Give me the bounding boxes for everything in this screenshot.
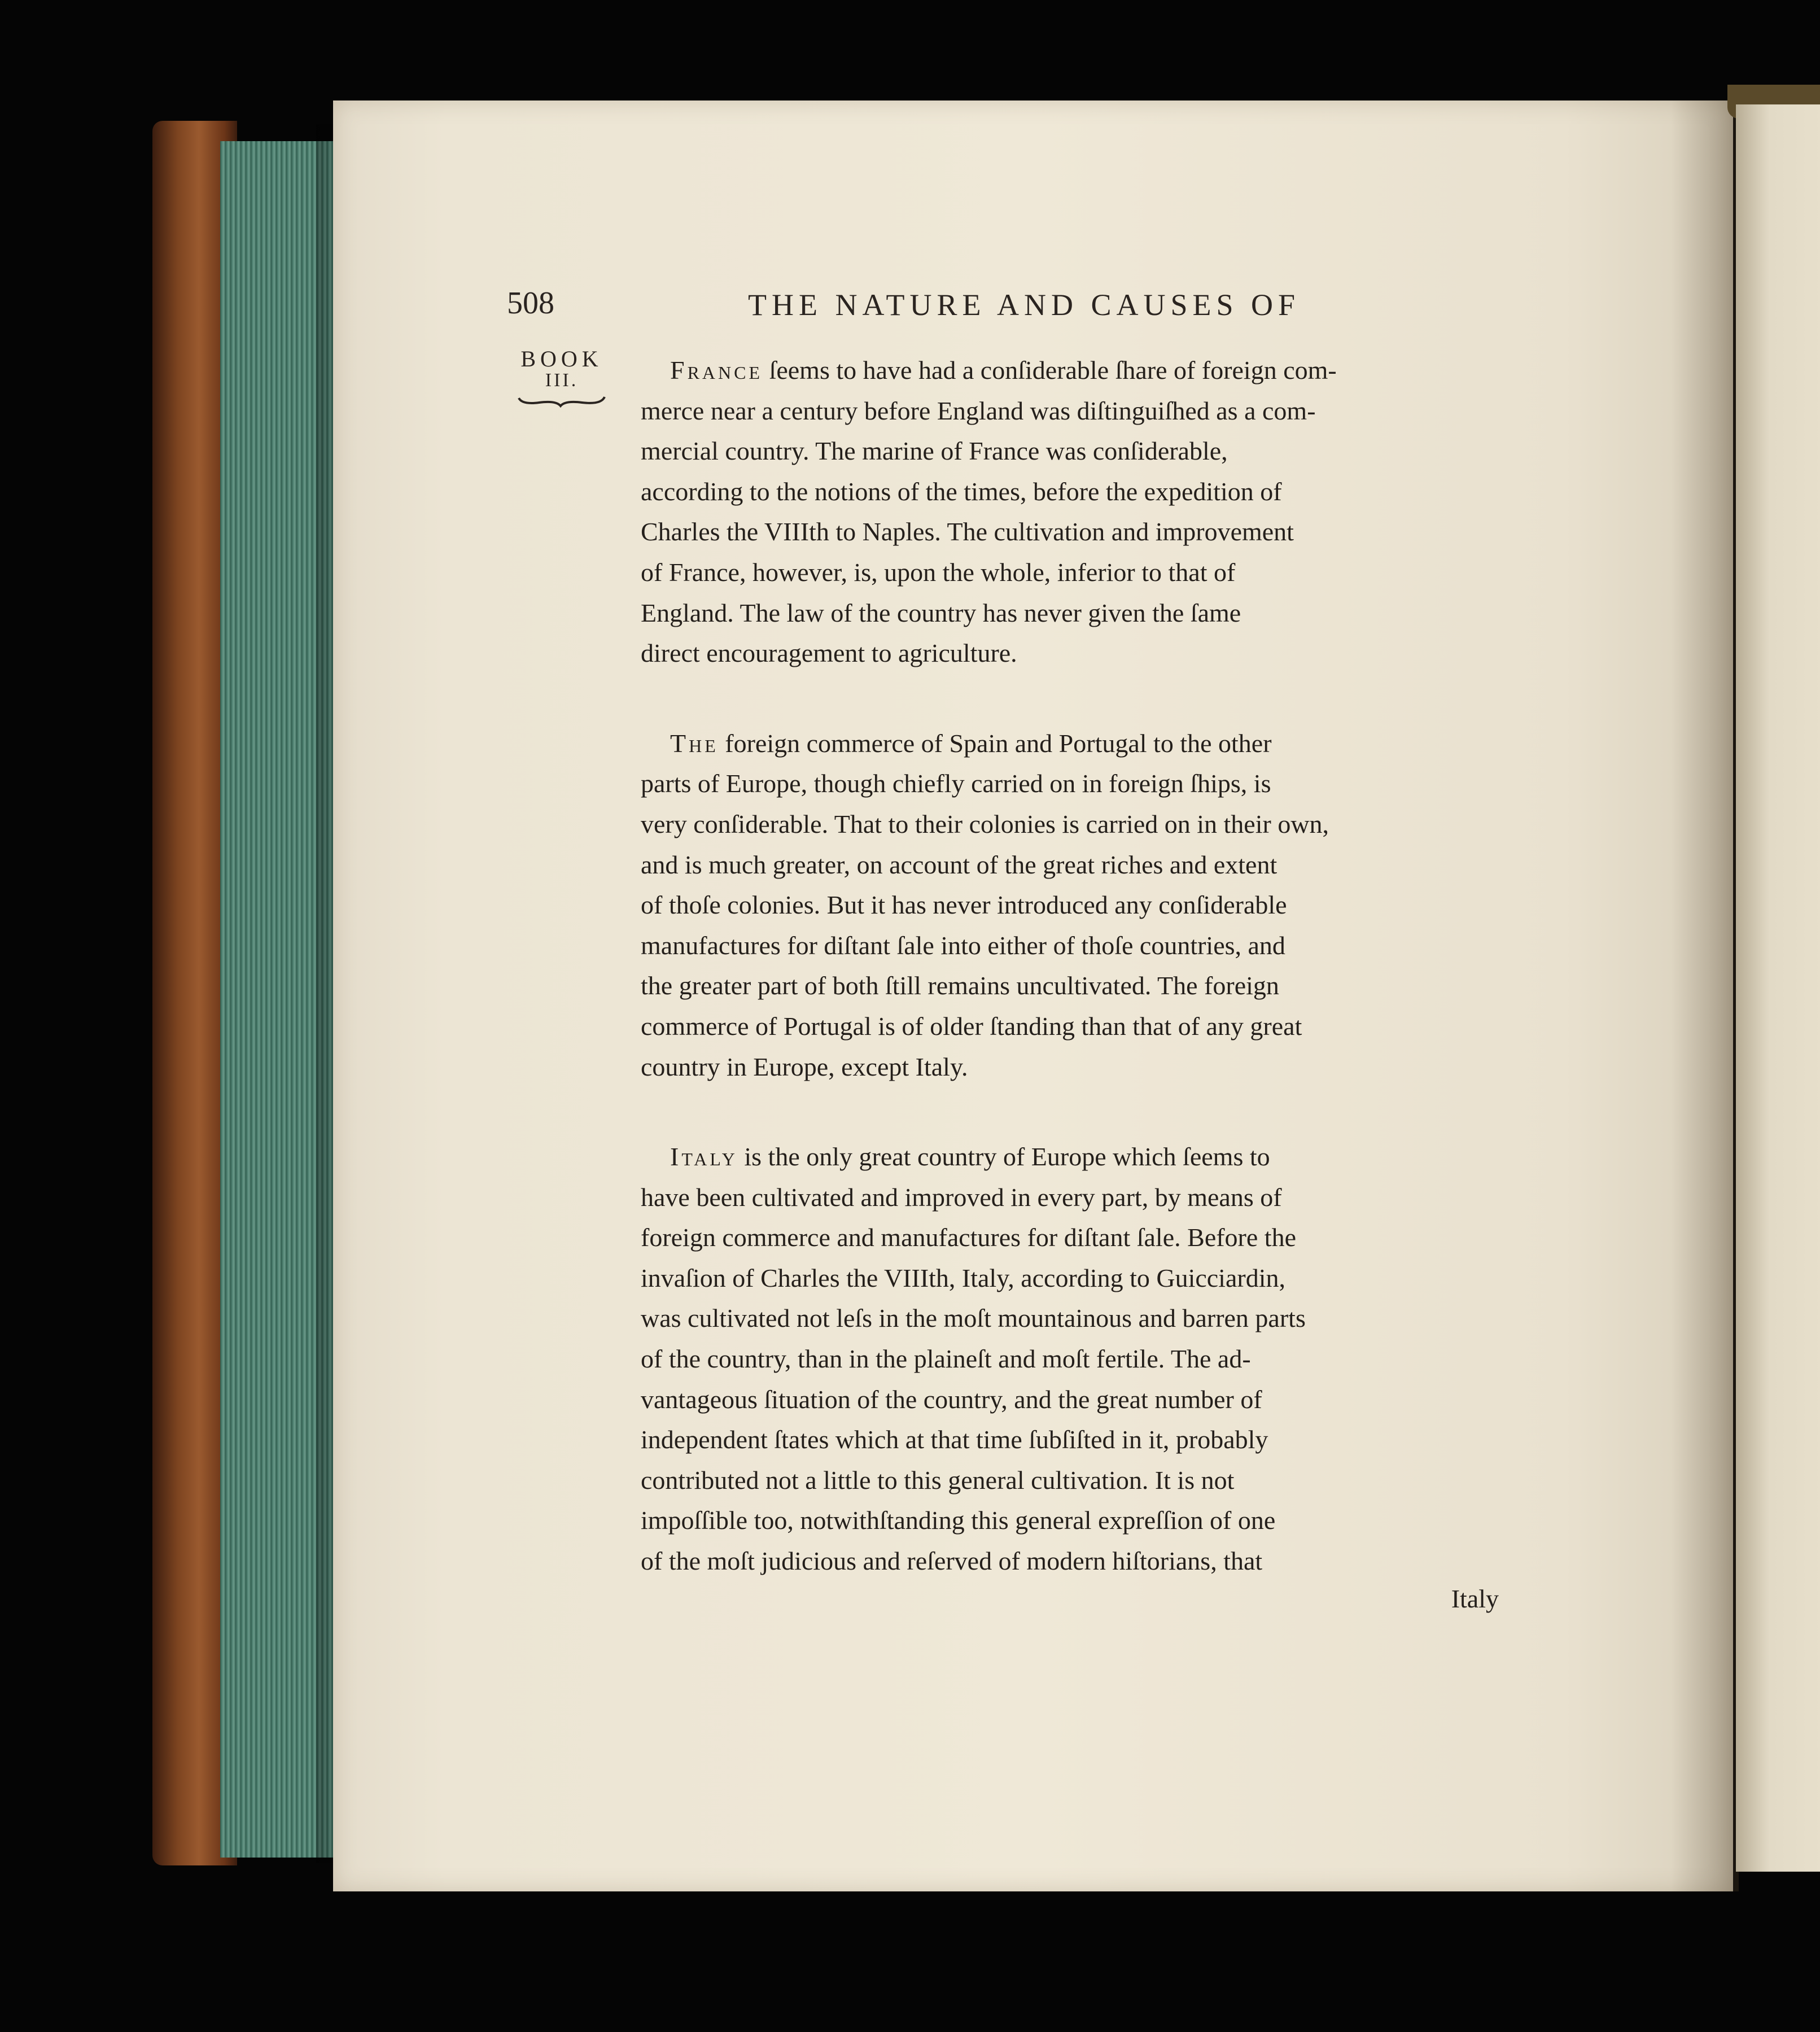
- paragraph-lead: The: [670, 728, 719, 758]
- margin-note-book: BOOK: [520, 346, 603, 372]
- page-number: 508: [507, 286, 554, 321]
- paragraph-spain-portugal: [641, 723, 1499, 1087]
- body-text: [641, 350, 1499, 1581]
- paragraph-lead: France: [670, 356, 763, 384]
- page-header: [0, 285, 1820, 330]
- running-head: THE NATURE AND CAUSES OF: [748, 288, 1301, 322]
- margin-note: [511, 347, 613, 408]
- catchword: Italy: [1451, 1584, 1499, 1613]
- paragraph-lead: Italy: [670, 1142, 738, 1172]
- brace-ornament-icon: [517, 394, 607, 408]
- next-page-edge: [1736, 104, 1820, 1872]
- paragraph-france: [641, 350, 1499, 674]
- paragraph-italy: [641, 1137, 1499, 1581]
- paragraph-text: foreign commerce of Spain and Portugal to the other parts of Europe, though chiefly carried on in foreign ſhips, is very conſiderable. That to their colonies is carried on in their own, and is much greater, on account of the great riches and extent of thoſe colonies. But it has never introduced any conſiderable manufactures for diſtant ſale into either of thoſe countries, and the greater part of both ſtill remains uncultivated. The foreign commerce of Portugal is of older ſtanding than that of any great country in Europe, except Italy.: [641, 728, 1329, 1081]
- paragraph-text: ſeems to have had a conſiderable ſhare of foreign com- merce near a century before England was diſtinguiſhed as a com- mercial country. The marine of France was conſiderable, according to the notions of the times, before the expedition of Charles the VIIIth to Naples. The cultivation and improvement of France, however, is, upon the whole, inferior to that of England. The law of the country has never given the ſame direct encouragement to agriculture.: [641, 356, 1337, 668]
- margin-note-number: III.: [545, 370, 579, 391]
- page-gutter-shadow: [1671, 100, 1739, 1891]
- paragraph-text: is the only great country of Europe which ſeems to have been cultivated and improved in every part, by means of foreign commerce and manufactures for diſtant ſale. Before the invaſion of Charles the VIIIth, Italy, according to Guicciardin, was cultivated not leſs in the moſt mountainous and barren parts of the country, than in the plaineſt and moſt fertile. The ad- vantageous ſituation of the country, and the great number of independent ſtates which at that time ſubſiſted in it, probably contributed not a little to this general cultivation. It is not impoſſible too, notwithſtanding this general expreſſion of one of the moſt judicious and reſerved of modern hiſtorians, that: [641, 1142, 1306, 1576]
